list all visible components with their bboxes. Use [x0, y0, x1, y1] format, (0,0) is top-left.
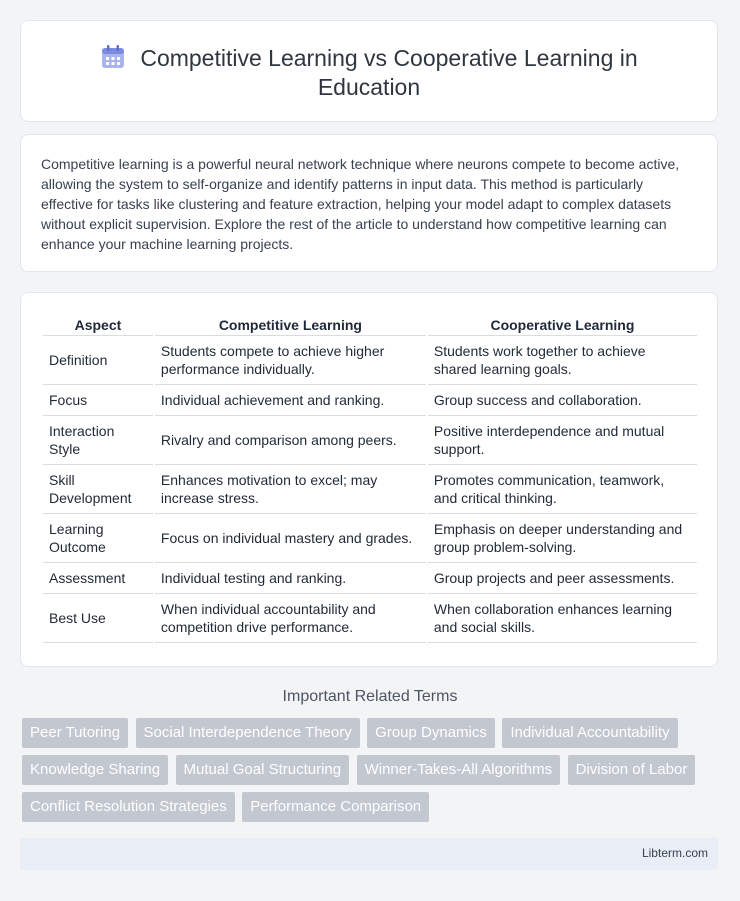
competitive-cell: Individual achievement and ranking. — [155, 385, 426, 416]
table-row — [43, 416, 697, 465]
aspect-cell: Best Use — [43, 594, 153, 643]
competitive-cell: Students compete to achieve higher performance individually. — [155, 336, 426, 385]
cooperative-cell: Positive interdependence and mutual support. — [428, 416, 697, 465]
comparison-table-card — [20, 292, 718, 667]
term-tag[interactable]: Conflict Resolution Strategies — [22, 792, 235, 822]
term-tag[interactable]: Social Interdependence Theory — [136, 718, 360, 748]
competitive-cell: Individual testing and ranking. — [155, 563, 426, 594]
cooperative-cell: Promotes communication, teamwork, and critical thinking. — [428, 465, 697, 514]
table-header-row — [43, 315, 697, 336]
term-tag[interactable]: Winner-Takes-All Algorithms — [357, 755, 561, 785]
footer-brand-link[interactable]: Libterm.com — [641, 846, 708, 860]
table-row — [43, 563, 697, 594]
table-row — [43, 385, 697, 416]
aspect-cell: Learning Outcome — [43, 514, 153, 563]
table-row — [43, 465, 697, 514]
calendar-icon — [100, 44, 126, 70]
term-tag[interactable]: Group Dynamics — [367, 718, 495, 748]
aspect-cell: Focus — [43, 385, 153, 416]
related-terms-title: Important Related Terms — [282, 688, 458, 705]
aspect-cell: Definition — [43, 336, 153, 385]
table-row — [43, 336, 697, 385]
competitive-cell: Rivalry and comparison among peers. — [155, 416, 426, 465]
cooperative-cell: Group projects and peer assessments. — [428, 563, 697, 594]
footer — [20, 838, 718, 870]
page-title — [51, 44, 687, 102]
aspect-cell: Skill Development — [43, 465, 153, 514]
competitive-cell: When individual accountability and competition drive performance. — [155, 594, 426, 643]
header-cooperative: Cooperative Learning — [428, 315, 697, 336]
comparison-table — [41, 315, 699, 643]
term-tag[interactable]: Performance Comparison — [242, 792, 429, 822]
page-title-text: Competitive Learning vs Cooperative Learning in Education — [140, 45, 638, 100]
cooperative-cell: Students work together to achieve shared learning goals. — [428, 336, 697, 385]
intro-card — [20, 134, 718, 272]
cooperative-cell: Group success and collaboration. — [428, 385, 697, 416]
term-tag[interactable]: Peer Tutoring — [22, 718, 128, 748]
intro-paragraph: Competitive learning is a powerful neural network technique where neurons compete to become active, allowing the system to self-organize and identify patterns in input data. This method is particularly effective for tasks like clustering and feature extraction, helping your model adapt to complex datasets without explicit supervision. Explore the rest of the article to understand how competitive learning can enhance your machine learning projects. — [41, 156, 680, 252]
competitive-cell: Enhances motivation to excel; may increase stress. — [155, 465, 426, 514]
header-competitive: Competitive Learning — [155, 315, 426, 336]
term-tag[interactable]: Division of Labor — [568, 755, 696, 785]
term-tag[interactable]: Knowledge Sharing — [22, 755, 168, 785]
term-tag[interactable]: Individual Accountability — [502, 718, 677, 748]
title-card — [20, 20, 718, 122]
aspect-cell: Assessment — [43, 563, 153, 594]
table-row — [43, 594, 697, 643]
header-aspect: Aspect — [43, 315, 153, 336]
aspect-cell: Interaction Style — [43, 416, 153, 465]
term-tag[interactable]: Mutual Goal Structuring — [176, 755, 350, 785]
table-row — [43, 514, 697, 563]
cooperative-cell: Emphasis on deeper understanding and group problem-solving. — [428, 514, 697, 563]
cooperative-cell: When collaboration enhances learning and social skills. — [428, 594, 697, 643]
competitive-cell: Focus on individual mastery and grades. — [155, 514, 426, 563]
related-terms-list — [22, 718, 722, 829]
